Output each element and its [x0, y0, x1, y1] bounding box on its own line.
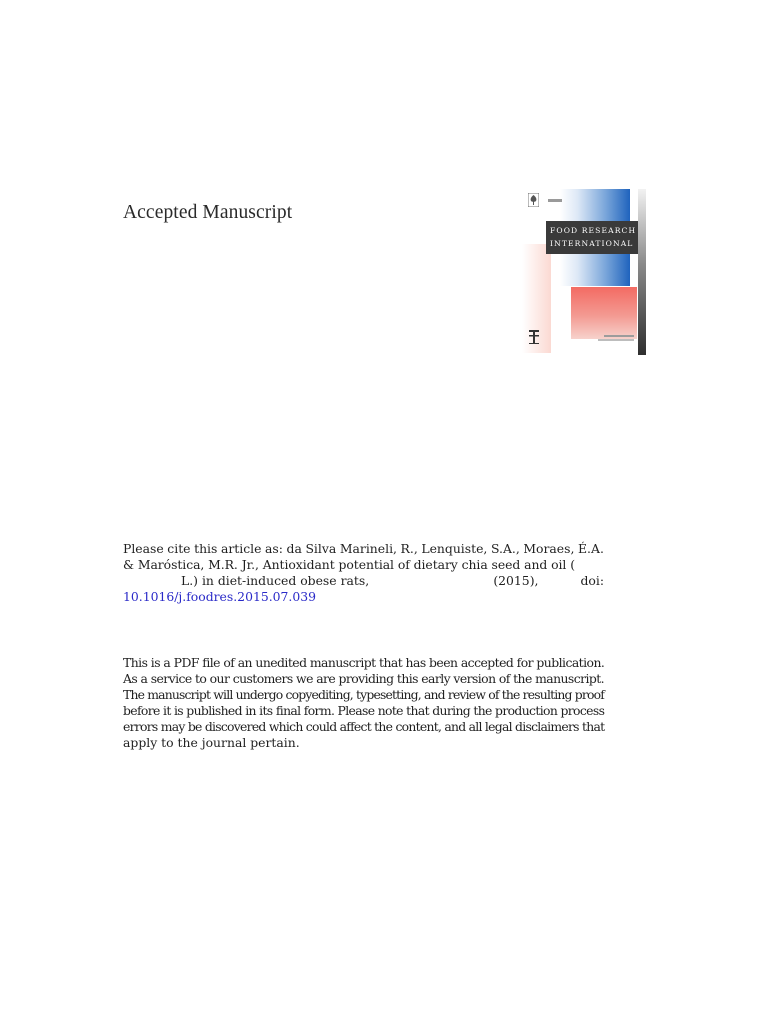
disclaimer-line: apply to the journal pertain. [123, 735, 300, 750]
disclaimer-line: errors may be discovered which could affect the content, and all legal disclaimers that [123, 719, 605, 734]
citation-line-1 [123, 541, 604, 557]
citation-line-2 [123, 557, 604, 573]
cover-title-line-2: INTERNATIONAL [550, 239, 634, 248]
citation-word: this [194, 541, 218, 556]
citation-line-4 [123, 589, 604, 605]
disclaimer-line: The manuscript will undergo copyediting, typesetting, and review of the resulting proof [123, 687, 604, 702]
citation-line-3 [123, 573, 604, 589]
journal-cover-image [522, 189, 646, 355]
elsevier-tree-icon [528, 193, 539, 207]
citation-word: Marineli, [339, 541, 397, 556]
citation-word: Silva [305, 541, 337, 556]
citation-doi-label: doi: [580, 573, 604, 588]
citation-word: S.A., [490, 541, 520, 556]
citation-word: Please [123, 541, 164, 556]
citation-line-2-text: & Maróstica, M.R. Jr., Antioxidant potential of dietary chia seed and oil ( [123, 557, 575, 572]
cover-publisher-text [604, 335, 634, 337]
disclaimer-line: before it is published in its final form. Please note that during the production process [123, 703, 605, 718]
citation-paragraph [123, 541, 604, 605]
citation-word: É.A. [578, 541, 604, 556]
page-title: Accepted Manuscript [123, 202, 293, 223]
citation-word: article [220, 541, 262, 556]
cover-grey-bar [638, 189, 646, 355]
publisher-logo-icon [528, 329, 540, 345]
cover-issn-mark [548, 199, 562, 202]
citation-word: R., [400, 541, 418, 556]
cover-red-gradient [571, 287, 637, 339]
citation-word: da [286, 541, 302, 556]
disclaimer-line: This is a PDF file of an unedited manuscript that has been accepted for publication. [123, 655, 605, 670]
citation-word: Lenquiste, [421, 541, 488, 556]
citation-word: Moraes, [523, 541, 575, 556]
cover-title-line-1: FOOD RESEARCH [550, 226, 637, 235]
disclaimer-line: As a service to our customers we are providing this early version of the manuscript. [123, 671, 604, 686]
doi-link[interactable]: 10.1016/j.foodres.2015.07.039 [123, 589, 317, 604]
citation-year: (2015), [493, 573, 539, 588]
disclaimer-paragraph [123, 655, 604, 751]
citation-word: cite [167, 541, 191, 556]
cover-publisher-text-2 [598, 339, 634, 341]
citation-word: as: [265, 541, 283, 556]
citation-species-suffix: L.) in diet-induced obese rats, [181, 573, 370, 588]
